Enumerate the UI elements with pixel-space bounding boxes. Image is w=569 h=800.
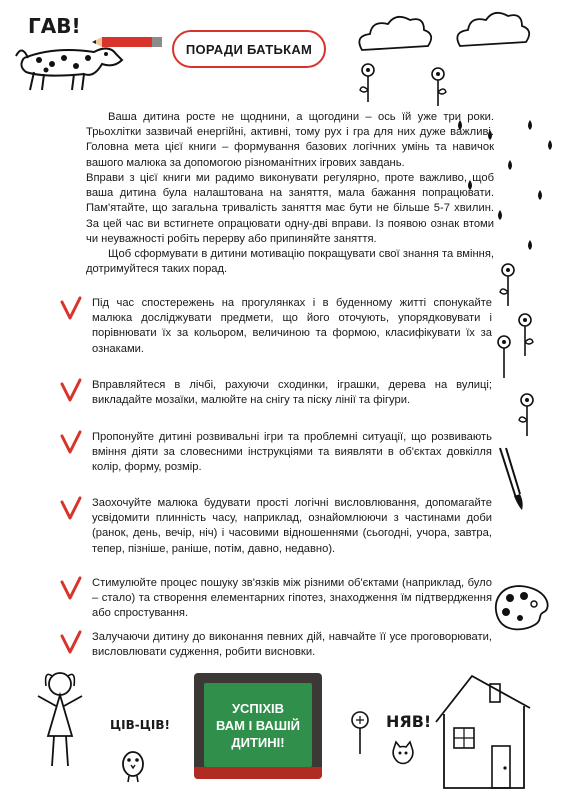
tip-item — [60, 496, 492, 557]
tip-item — [60, 296, 492, 357]
paintbrush-icon — [492, 444, 526, 512]
intro-paragraph: Ваша дитина росте не щоднини, а щогодини – ось їй уже три роки. Трьохлітки зазвичай енергійні, активні, тому рух і гра для них дуже важливі. Головна мета цієї книги – формування базових логічних умінь та навичок вашого малюка за допомогою різноманітних ігрових завдань. — [86, 111, 494, 169]
palette-icon — [490, 582, 552, 634]
tip-text: Під час спостережень на прогулянках і в буденному житті спонукайте малюка досліджувати предмети, що його оточують, упорядковувати і порівнювати їх за кольором, величиною та формою, класифікувати їх за ознаками. — [92, 297, 492, 355]
flower-icon — [428, 66, 448, 106]
flower-icon — [358, 62, 378, 102]
checkmark-icon — [60, 430, 82, 456]
tip-text: Стимулюйте процес пошуку зв'язків між різними об'єктами (наприклад, було – стало) та створення елементарних гіпотез, знаходження їм підтвердження або спростування. — [92, 577, 492, 620]
page-title: ПОРАДИ БАТЬКАМ — [172, 30, 326, 68]
pencil-icon — [92, 34, 164, 50]
checkmark-icon — [60, 296, 82, 322]
intro-paragraph: Вправи з цієї книги ми радимо виконувати регулярно, проте важливо, щоб ваша дитина була налаштована на заняття, мала бажання попрацювати. Пам'ятайте, що загальна тривалість заняття має бути не більше 5-7 хвилин. За цей час ви встигнете опрацювати одну-дві вправи. Із появою ознак втоми чи неуважності робіть перерву або припиняйте заняття. — [86, 172, 494, 245]
checkmark-icon — [60, 630, 82, 656]
cat-text: НЯВ! — [386, 712, 432, 731]
board-line: ВАМ І ВАШІЙ — [216, 717, 300, 733]
checkmark-icon — [60, 378, 82, 404]
chalkboard — [194, 673, 322, 779]
board-line: УСПІХІВ — [231, 700, 285, 716]
flower-icon — [348, 710, 372, 754]
checkmark-icon — [60, 576, 82, 602]
board-tray — [194, 767, 322, 779]
tip-item — [60, 378, 492, 408]
tip-item — [60, 430, 492, 476]
house-illustration — [432, 670, 534, 790]
flower-icon — [517, 392, 537, 436]
tip-text: Залучаючи дитину до виконання певних дій, навчайте її усе проговорювати, висловлювати судження, робити висновки. — [92, 631, 492, 659]
flower-icon — [515, 312, 535, 356]
bird-text: ЦІВ-ЦІВ! — [110, 718, 170, 732]
tip-text: Пропонуйте дитині розвивальні ігри та проблемні ситуації, що розвивають вміння діяти за словесними інструкціями та виявляти в об'єктах довкілля колір, форму, розмір. — [92, 431, 492, 474]
bird-icon — [118, 748, 148, 784]
checkmark-icon — [60, 496, 82, 522]
board-line: ДИТИНІ! — [231, 734, 285, 750]
board-message — [204, 683, 312, 767]
tip-item — [60, 630, 492, 660]
cat-icon — [390, 740, 416, 766]
intro-paragraph: Щоб сформувати в дитини мотивацію покращувати свої знання та вміння, дотримуйтеся таких порад. — [86, 248, 494, 276]
tip-item — [60, 576, 492, 622]
clouds-illustration — [352, 10, 562, 70]
tip-text: Вправляйтеся в лічбі, рахуючи сходинки, іграшки, дерева на вулиці; викладайте мозаїки, малюйте на снігу та піску лінії та фігури. — [92, 379, 492, 407]
gav-text: ГАВ! — [28, 14, 81, 38]
flower-icon — [494, 334, 514, 378]
tip-text: Заохочуйте малюка будувати прості логічні висловлювання, допомагайте усвідомити плинність часу, наприклад, ознайомлюючи з частинами доби (ранок, день, вечір, ніч) і часовими відношеннями (сьогодні, учора, завтра, тепер, пізніше, раніше, потім, давно, недавно). — [92, 497, 492, 555]
flower-icon — [498, 262, 518, 306]
stick-girl-illustration — [32, 666, 88, 776]
